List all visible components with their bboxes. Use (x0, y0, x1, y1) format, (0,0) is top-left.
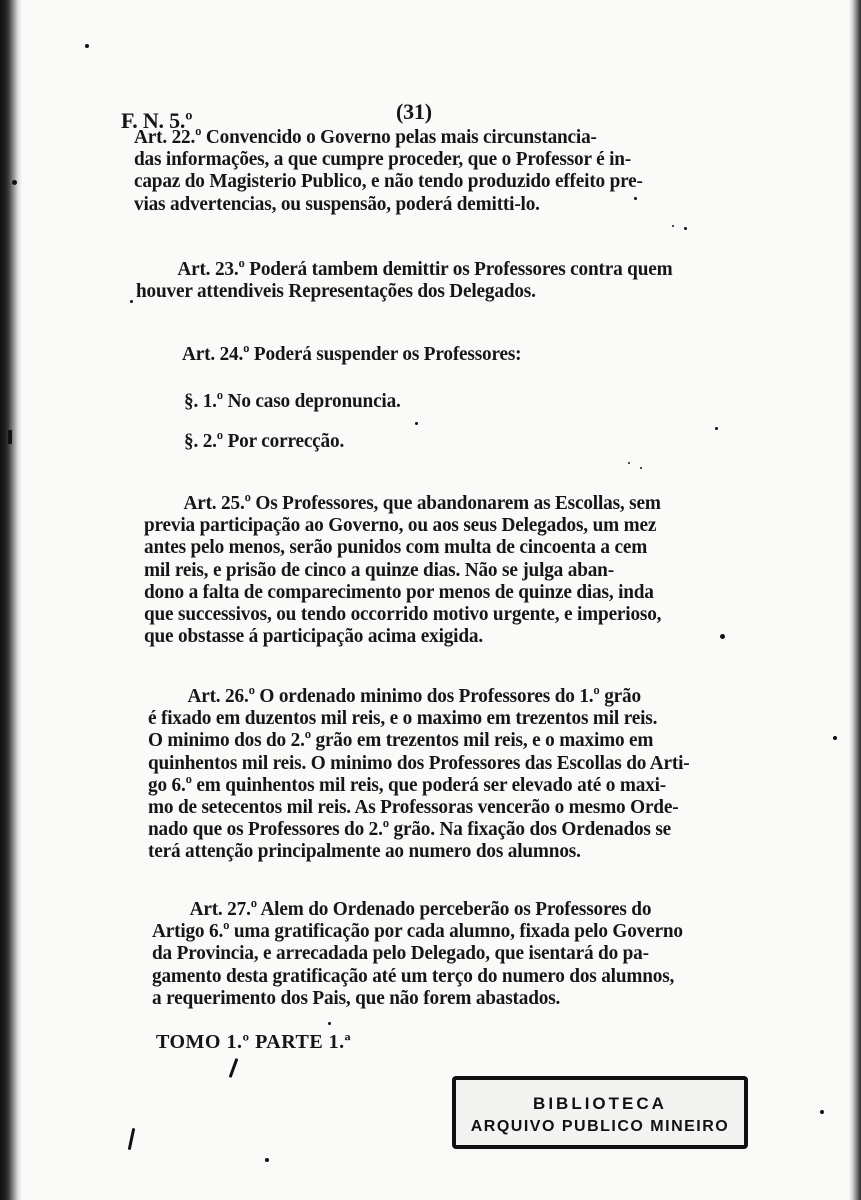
text-line: Art. 25.º Os Professores, que abandonarem as Escollas, sem (183, 492, 661, 514)
scan-speck (684, 227, 687, 230)
section-1 (184, 390, 401, 412)
text-line: §. 1.º No caso depronuncia. (184, 390, 401, 412)
article-22 (134, 126, 643, 215)
article-27 (152, 898, 683, 1009)
scan-speck (8, 430, 12, 444)
scan-speck (265, 1158, 269, 1162)
stamp-title: BIBLIOTECA (533, 1094, 667, 1113)
text-line: Art. 26.º O ordenado minimo dos Professores do 1.º grão (187, 685, 641, 707)
library-stamp (452, 1076, 748, 1149)
text-line: é fixado em duzentos mil reis, e o maximo em trezentos mil reis. (148, 707, 658, 730)
text-line: Art. 24.º Poderá suspender os Professores: (182, 343, 522, 365)
scan-speck (820, 1110, 824, 1114)
text-line: antes pelo menos, serão punidos com multa de cincoenta a cem (144, 536, 648, 559)
article-26 (148, 685, 689, 863)
text-line: §. 2.º Por correcção. (184, 430, 345, 452)
text-line: das informações, a que cumpre proceder, que o Professor é in- (134, 148, 632, 171)
text-line: mil reis, e prisão de cinco a quinze dias. Não se julga aban- (144, 558, 614, 581)
page-number: (31) (396, 99, 432, 124)
scan-speck (130, 300, 133, 303)
text-line: O minimo dos do 2.º grão em trezentos mil reis, e o maximo em (148, 729, 654, 752)
text-line: nado que os Professores do 2.º grão. Na fixação dos Ordenados se (148, 818, 672, 841)
scan-speck (715, 427, 718, 430)
volume-signature: TOMO 1.º PARTE 1.ª (156, 1031, 352, 1053)
text-line: houver attendiveis Representações dos Delegados. (136, 280, 536, 303)
text-line: dono a falta de comparecimento por menos de quinze dias, inda (144, 580, 654, 603)
text-line: Artigo 6.º uma gratificação por cada alumno, fixada pelo Governo (152, 920, 683, 943)
section-2 (184, 430, 344, 452)
text-line: da Provincia, e arrecadada pelo Delegado, que isentará do pa- (152, 942, 649, 965)
text-line: que successivos, ou tendo occorrido motivo urgente, e imperioso, (144, 602, 662, 625)
text-line: a requerimento dos Pais, que não forem abastados. (152, 986, 561, 1009)
binding-shadow-left (0, 0, 22, 1200)
article-23 (136, 258, 672, 302)
scan-speck (672, 225, 674, 227)
scan-speck (628, 462, 630, 464)
article-24 (182, 343, 521, 365)
scan-speck (720, 634, 725, 639)
scan-speck (833, 736, 837, 740)
text-line: que obstasse á participação acima exigida. (144, 625, 483, 648)
text-line: gamento desta gratificação até um terço do numero dos alumnos, (152, 964, 675, 987)
scan-speck (640, 467, 642, 469)
scan-speck (229, 1058, 239, 1078)
stamp-institution: ARQUIVO PUBLICO MINEIRO (470, 1118, 730, 1135)
page-edge-right (849, 0, 861, 1200)
text-line: Art. 22.º Convencido o Governo pelas mais circunstancia- (134, 126, 597, 148)
text-line: quinhentos mil reis. O minimo dos Professores das Escollas do Arti- (148, 751, 690, 774)
text-line: previa participação ao Governo, ou aos seus Delegados, um mez (144, 514, 657, 537)
text-line: terá attenção principalmente ao numero dos alumnos. (148, 840, 581, 863)
text-line: Art. 27.º Alem do Ordenado perceberão os Professores do (189, 898, 652, 920)
scan-speck (328, 1022, 331, 1025)
text-line: vias advertencias, ou suspensão, poderá demitti-lo. (134, 192, 540, 215)
text-line: go 6.º em quinhentos mil reis, que poderá ser elevado até o maxi- (148, 773, 666, 796)
text-line: capaz do Magisterio Publico, e não tendo produzido effeito pre- (134, 170, 643, 193)
scan-speck (85, 44, 89, 48)
text-line: Art. 23.º Poderá tambem demittir os Professores contra quem (177, 258, 673, 280)
scan-speck (415, 422, 418, 425)
scan-speck (12, 180, 17, 185)
running-head: F. N. 5.º (121, 108, 193, 133)
scan-speck (128, 1128, 136, 1150)
article-25 (144, 492, 661, 647)
text-line: mo de setecentos mil reis. As Professoras vencerão o mesmo Orde- (148, 795, 679, 818)
